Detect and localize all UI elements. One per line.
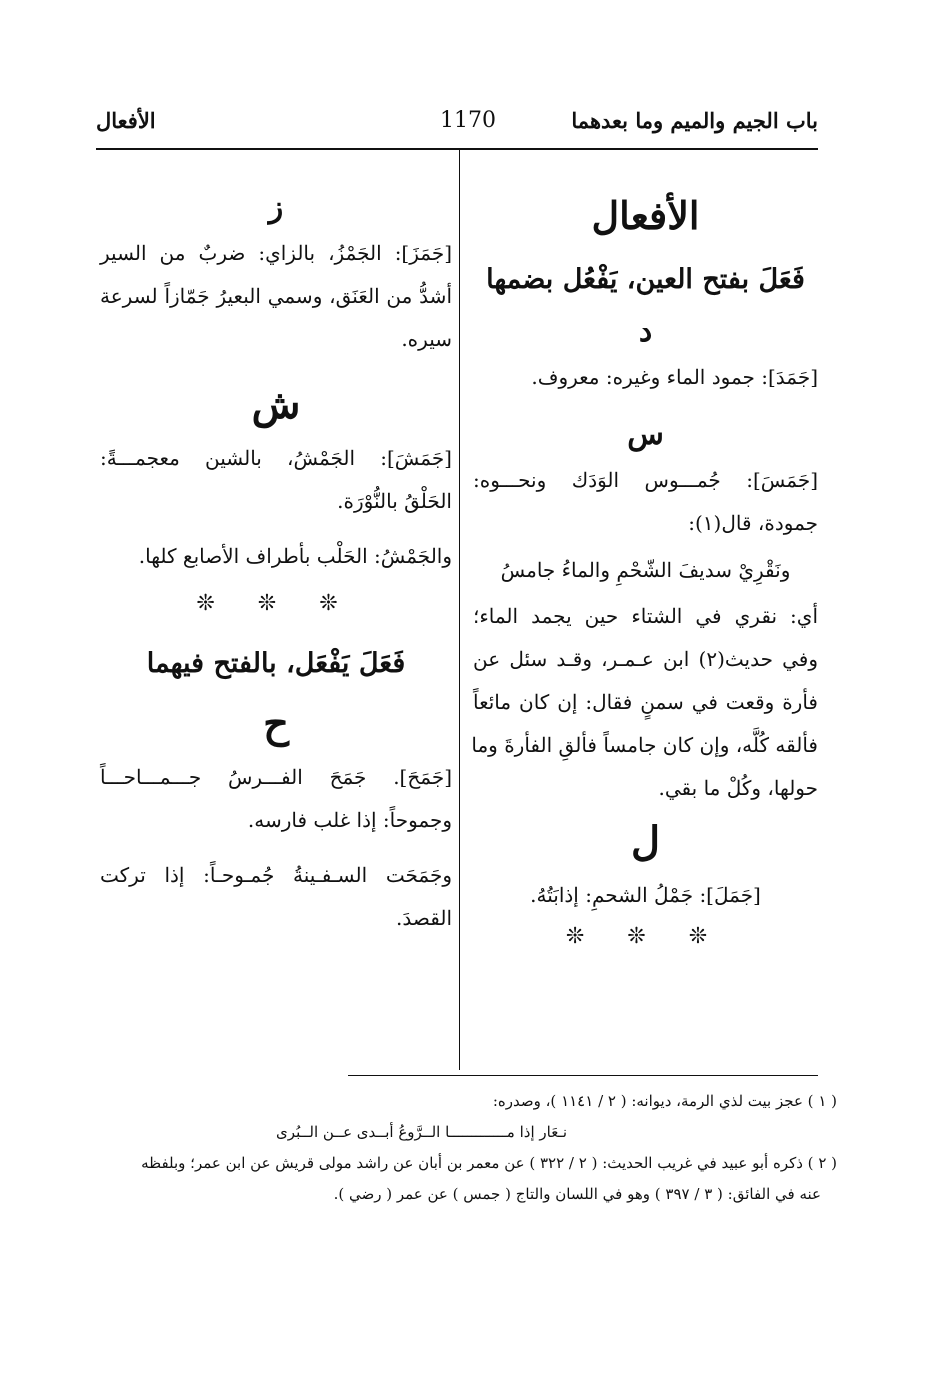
letter-heading: ل [630,818,661,865]
entry-line: أي: نقري في الشتاء حين يجمد الماء؛ [473,604,818,628]
entry-line: القصدَ. [396,906,452,930]
letter-heading: س [627,417,664,452]
footnote-rule [348,1075,818,1076]
entry-line: [جَمَحَ]. جَمَحَ الفـــرسُ جـــمـــاحـــاً [100,765,452,789]
entry-line: والجَمْشُ: الحَلْب بأطراف الأصابع كلها. [138,544,452,568]
section-stars: ❊ ❊ ❊ [196,591,356,616]
running-head [96,108,818,144]
entry-line: الحَلْقُ بالنُّوْرَة. [337,489,452,513]
footnote-line: ( ١ ) عجز بيت لذي الرمة، ديوانه: ( ٢ / ١١٤١ )، وصدره: [492,1092,837,1110]
entry-line: حولها، وكُلْ ما بقي. [658,776,818,800]
verse-line: ونَقْرِيْ سديفَ الشّحْمِ والماءُ جامسُ [500,558,791,582]
column-divider [459,148,460,1070]
entry-line: [جَمَزَ]: الجَمْزُ، بالزاي: ضربٌ من السير [100,241,452,265]
entry-line: [جَمَشَ]: الجَمْشُ، بالشين معجمـــةً: [100,446,452,470]
main-title: الأفعال [591,193,700,238]
entry-line: فألقه كُلَّه، وإن كان جامساً فألقِ الفأرةَ وما [471,733,818,757]
letter-heading: ز [268,190,284,225]
entry-line: سيره. [401,327,452,351]
entry-line: جمودة، قال(١): [688,511,818,535]
header-rule [96,148,818,150]
entry-line: وجموحاً: إذا غلب فارسه. [247,808,452,832]
entry-line: وفي حديث(٢) ابن عـمـر، وقـد سئل عن [473,647,818,671]
letter-heading: ح [263,700,289,747]
section-stars: ❊ ❊ ❊ [565,924,726,949]
letter-heading: ش [251,381,301,428]
footnote-line: ( ٢ ) ذكره أبو عبيد في غريب الحديث: ( ٢ / ٣٢٢ ) عن معمر بن أبان عن راشد مولى قريش عن ابن عمر؛ وبلفظه [141,1154,837,1172]
entry-line: [جَمَسَ]: جُمـــوس الوَدَك ونحـــوه: [473,468,818,492]
section-subtitle: فَعَلَ يَفْعَل، بالفتح فيهما [146,648,406,679]
entry-line: [جَمَلَ]: جَمْلُ الشحمِ: إذابَتُهُ. [530,883,761,907]
chapter-title: باب الجيم والميم وما بعدهما [571,108,818,133]
letter-heading: د [638,314,653,349]
entry-line: فأرة وقعت في سمنٍ فقال: إن كان مائعاً [473,690,818,714]
footnotes [107,1086,837,1210]
page-number: 1170 [440,108,496,133]
right-column [473,170,818,957]
left-column [100,170,452,940]
footnote-line: عنه في الفائق: ( ٣ / ٣٩٧ ) وهو في اللسان والتاج ( جمس ) عن عمر ( رضي ). [333,1185,821,1203]
entry-line: [جَمَدَ]: جمود الماء وغيره: معروف. [531,365,818,389]
footnote-verse: نـعَار إذا مـــــــــــــا الــرَّوعُ أبــدى عــن الــبُرى [276,1123,567,1141]
section-title: الأفعال [96,108,156,133]
section-subtitle: فَعَلَ بفتح العين، يَفْعُل بضمها [486,264,805,295]
entry-line: وجَمَحَت السـفـينةُ جُمـوحـاً: إذا تركت [100,863,452,887]
entry-line: أشدُّ من العَنَق، وسمي البعيرُ جَمّازاً لسرعة [100,284,452,308]
